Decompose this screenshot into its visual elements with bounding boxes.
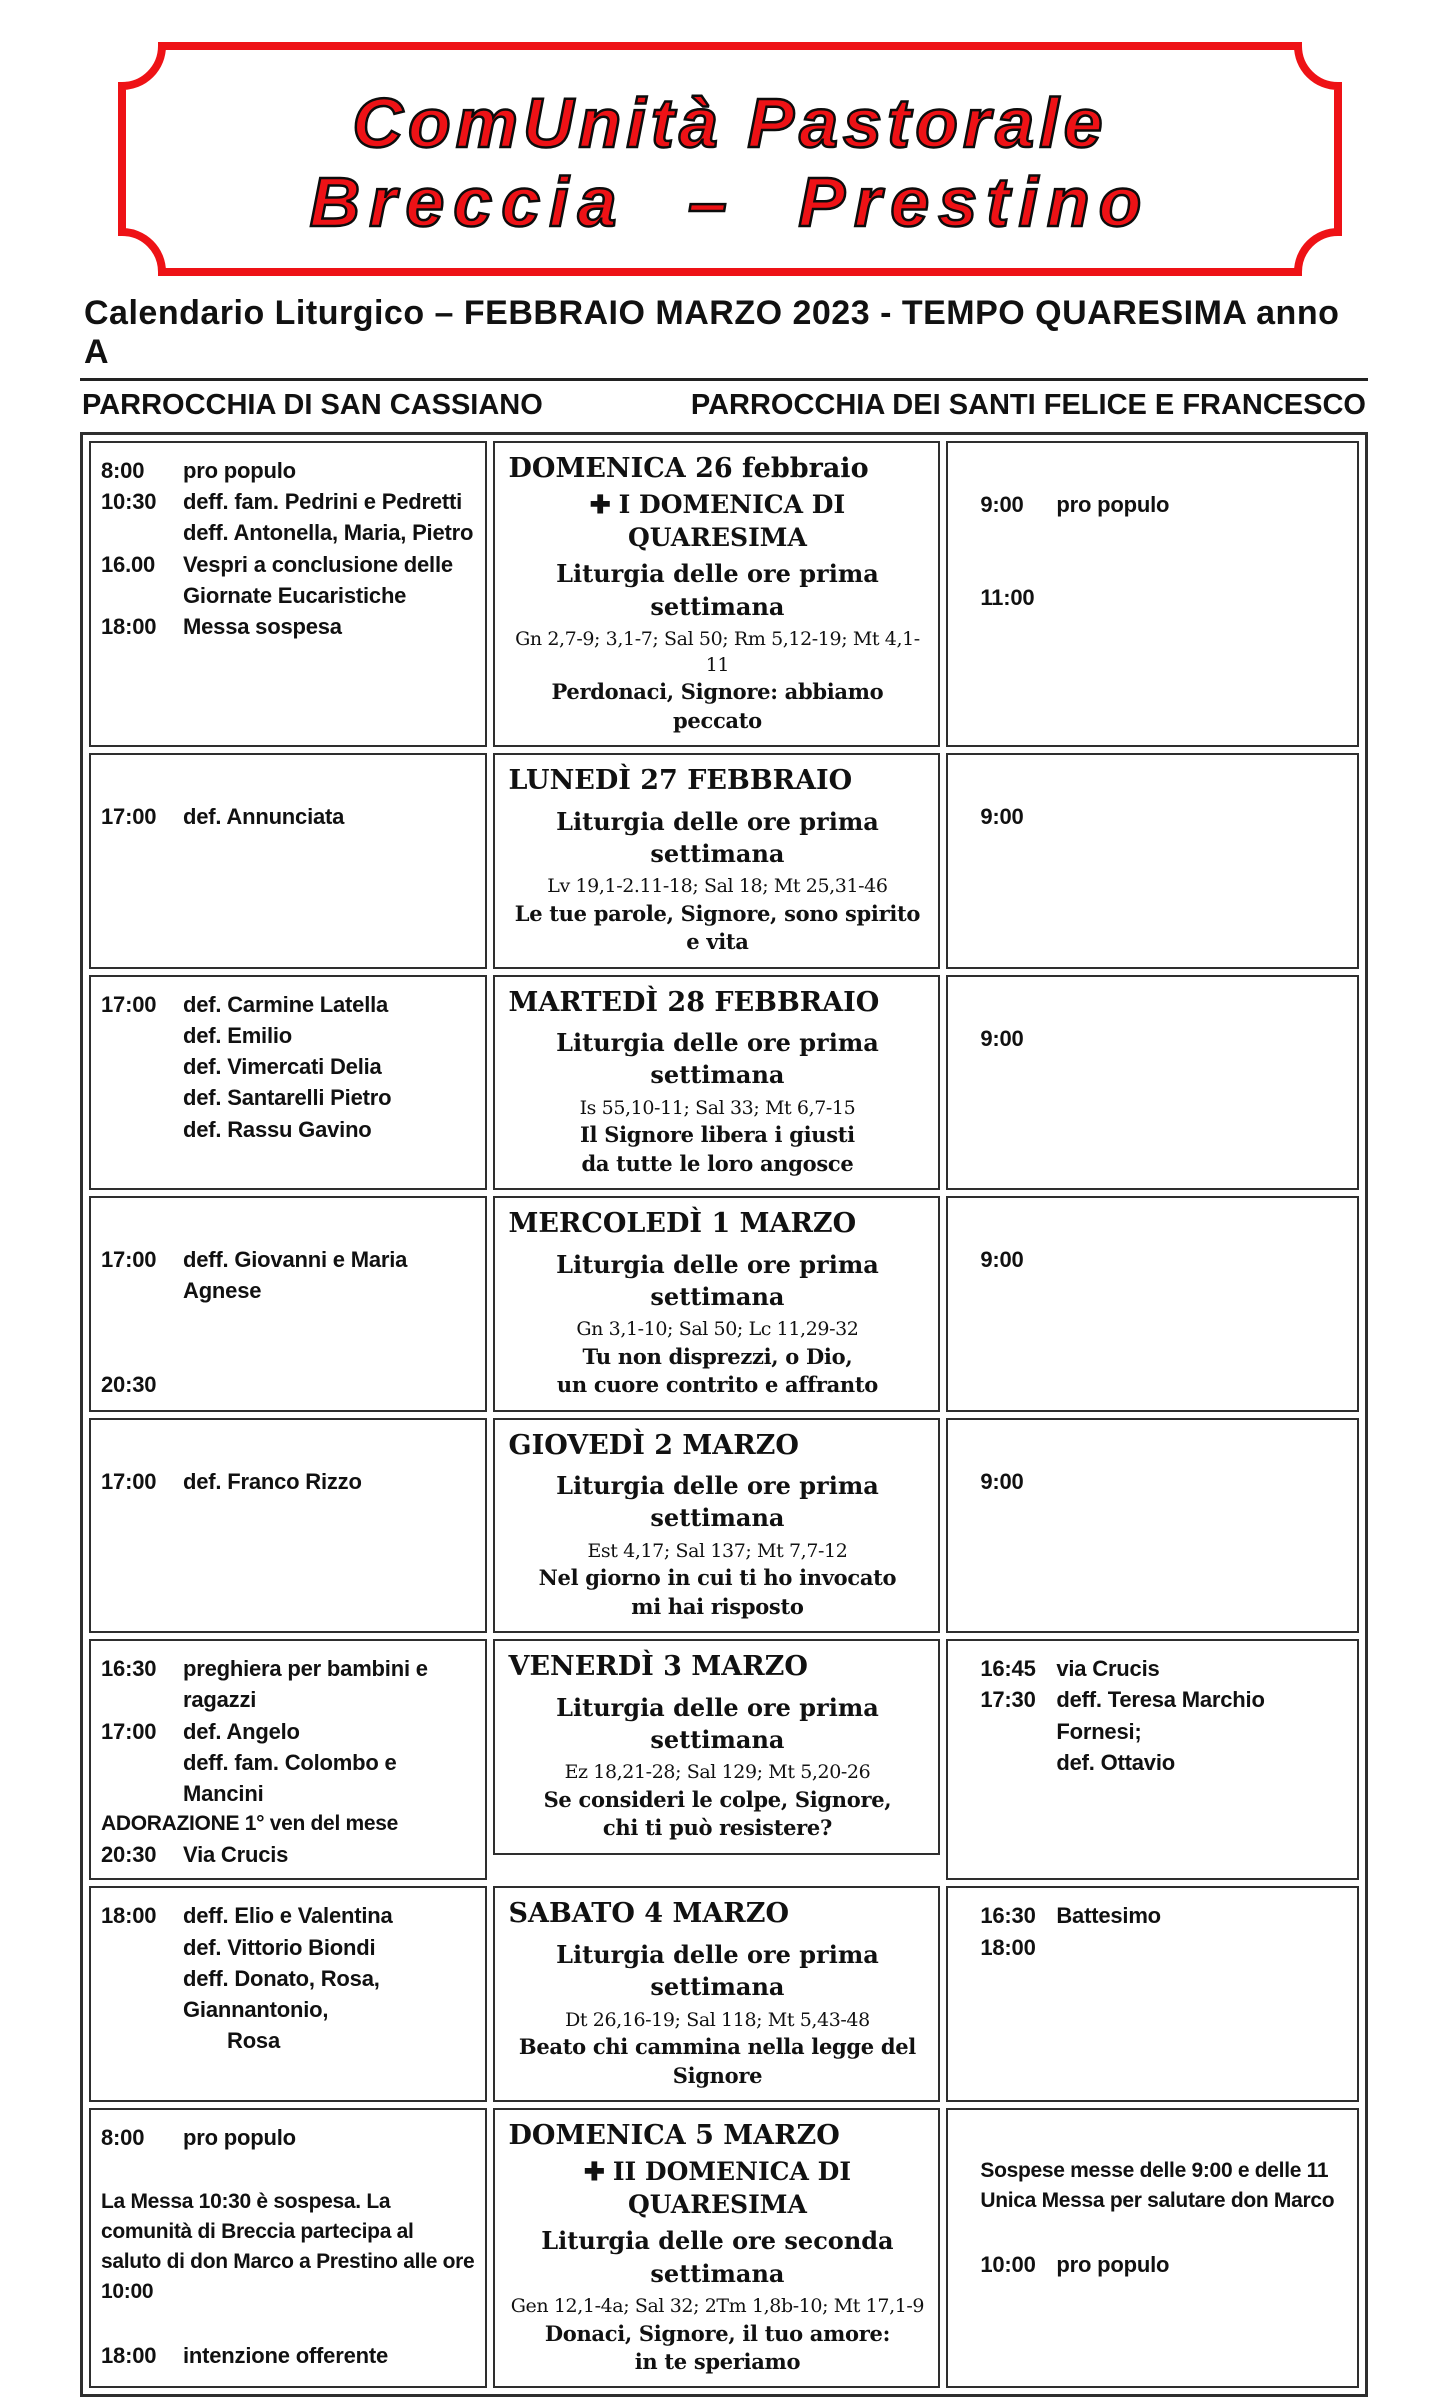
calendar-row-5 bbox=[89, 1418, 1359, 1634]
readings-line: Lv 19,1-2.11-18; Sal 18; Mt 25,31-46 bbox=[547, 875, 888, 898]
community-title-line1: ComUnità Pastorale bbox=[352, 83, 1108, 162]
mass-line bbox=[980, 2249, 1349, 2280]
calendar-row-4 bbox=[89, 1196, 1359, 1412]
mass-time: 17:00 bbox=[101, 991, 157, 1017]
mass-description: deff. Giovanni e Maria Agnese bbox=[183, 1247, 408, 1304]
felice-francesco-cell bbox=[946, 753, 1359, 969]
mass-line bbox=[101, 455, 477, 486]
mass-time: 16:30 bbox=[101, 1656, 157, 1682]
mass-time: 10:00 bbox=[980, 2252, 1036, 2278]
liturgy-line: Liturgia delle ore prima settimana bbox=[556, 559, 879, 621]
calendar-row-8 bbox=[89, 2108, 1359, 2389]
readings-line: Gen 12,1-4a; Sal 32; 2Tm 1,8b-10; Mt 17,1-9 bbox=[510, 2295, 925, 2318]
mass-line bbox=[980, 801, 1349, 832]
mass-time: 20:30 bbox=[101, 1842, 157, 1868]
mass-time: 18:00 bbox=[980, 1934, 1036, 1960]
mass-description: def. Emilio bbox=[183, 1022, 293, 1048]
community-title bbox=[118, 42, 1342, 276]
san-cassiano-cell bbox=[89, 1886, 487, 2102]
readings-line: Ez 18,21-28; Sal 129; Mt 5,20-26 bbox=[564, 1761, 871, 1784]
mass-line bbox=[980, 1900, 1349, 1931]
felice-francesco-cell bbox=[946, 975, 1359, 1191]
response-line: Tu non disprezzi, o Dio, bbox=[582, 1343, 853, 1369]
mass-line bbox=[980, 2186, 1349, 2216]
day-mid-block bbox=[509, 2156, 927, 2290]
mass-line bbox=[101, 1466, 477, 1497]
mass-line bbox=[101, 2187, 477, 2306]
mass-time: 18:00 bbox=[101, 1903, 157, 1929]
calendar-row-6 bbox=[89, 1639, 1359, 1880]
title-box bbox=[118, 42, 1342, 276]
mass-description: deff. Elio e Valentina bbox=[183, 1903, 393, 1929]
mass-line bbox=[101, 1716, 477, 1747]
mass-description: def. Rassu Gavino bbox=[183, 1116, 372, 1142]
mass-description: Battesimo bbox=[1056, 1903, 1161, 1929]
liturgical-day-cell bbox=[493, 1886, 941, 2102]
readings-line: Dt 26,16-19; Sal 118; Mt 5,43-48 bbox=[565, 2008, 870, 2031]
mass-description: via Crucis bbox=[1056, 1656, 1160, 1682]
mass-line bbox=[980, 1244, 1349, 1275]
parish-left-name: PARROCCHIA DI SAN CASSIANO bbox=[82, 389, 543, 421]
mass-description: def. Annunciata bbox=[183, 804, 345, 830]
felice-francesco-cell bbox=[946, 1886, 1359, 2102]
liturgical-day-cell bbox=[493, 1639, 941, 1855]
mass-line bbox=[980, 1653, 1349, 1684]
mass-time: 17:00 bbox=[101, 1718, 157, 1744]
mass-line bbox=[980, 1466, 1349, 1497]
mass-line bbox=[101, 1809, 477, 1839]
mass-line bbox=[101, 1082, 477, 1113]
mass-description: La Messa 10:30 è sospesa. La comunità di Breccia partecipa al saluto di don Marco a Prestino alle ore 10:00 bbox=[101, 2190, 475, 2303]
response-line: Le tue parole, Signore, sono spirito e vita bbox=[514, 900, 921, 955]
mass-description: preghiera per bambini e ragazzi bbox=[183, 1656, 428, 1713]
mass-line bbox=[101, 1653, 477, 1715]
readings-block bbox=[509, 2294, 927, 2376]
response-line: mi hai risposto bbox=[631, 1593, 804, 1619]
mass-description: def. Franco Rizzo bbox=[183, 1468, 362, 1494]
mass-line bbox=[980, 1023, 1349, 1054]
mass-line bbox=[101, 486, 477, 517]
feast-name: I DOMENICA DI QUARESIMA bbox=[618, 490, 846, 552]
mass-time: 16:45 bbox=[980, 1656, 1036, 1682]
day-mid-block bbox=[509, 1688, 927, 1757]
mass-description: ADORAZIONE 1° ven del mese bbox=[101, 1812, 399, 1836]
liturgical-day-cell bbox=[493, 2108, 941, 2389]
readings-block bbox=[509, 1760, 927, 1842]
liturgical-day-cell bbox=[493, 441, 941, 747]
readings-block bbox=[509, 2008, 927, 2090]
san-cassiano-cell bbox=[89, 1639, 487, 1880]
mass-description: Unica Messa per salutare don Marco bbox=[980, 2188, 1335, 2212]
mass-description: def. Vittorio Biondi bbox=[183, 1934, 376, 1960]
mass-description: deff. Donato, Rosa, Giannantonio, bbox=[183, 1965, 380, 2023]
mass-line bbox=[101, 517, 477, 548]
mass-line bbox=[101, 549, 477, 580]
liturgy-line: Liturgia delle ore prima settimana bbox=[556, 1028, 879, 1090]
mass-description: Via Crucis bbox=[183, 1842, 289, 1868]
felice-francesco-cell bbox=[946, 441, 1359, 747]
mass-description: deff. Teresa Marchio Fornesi; bbox=[1056, 1687, 1265, 1744]
san-cassiano-cell bbox=[89, 753, 487, 969]
mass-time: 17:00 bbox=[101, 1247, 157, 1273]
day-title: SABATO 4 MARZO bbox=[508, 1898, 789, 1930]
calendar-subtitle: Calendario Liturgico – FEBBRAIO MARZO 2023 - TEMPO QUARESIMA anno A bbox=[84, 294, 1340, 371]
readings-line: Est 4,17; Sal 137; Mt 7,7-12 bbox=[587, 1539, 848, 1562]
mass-time: 8:00 bbox=[101, 458, 145, 483]
mass-description: Vespri a conclusione delle bbox=[183, 551, 453, 577]
response-line: Donaci, Signore, il tuo amore: bbox=[544, 2320, 891, 2346]
day-mid-block bbox=[509, 1023, 927, 1092]
mass-description: pro populo bbox=[183, 2124, 296, 2150]
mass-time: 10:30 bbox=[101, 489, 157, 515]
mass-description: pro populo bbox=[1056, 492, 1170, 517]
mass-time: 16:30 bbox=[980, 1903, 1036, 1929]
day-title: MARTEDÌ 28 FEBBRAIO bbox=[508, 986, 880, 1018]
response-line: Nel giorno in cui ti ho invocato bbox=[538, 1565, 897, 1591]
mass-description: deff. fam. Pedrini e Pedretti bbox=[183, 489, 463, 515]
mass-line bbox=[101, 1932, 477, 1963]
calendar-row-3 bbox=[89, 975, 1359, 1191]
mass-description: intenzione offerente bbox=[183, 2343, 389, 2369]
felice-francesco-cell bbox=[946, 1418, 1359, 1634]
mass-description: def. Santarelli Pietro bbox=[183, 1085, 392, 1111]
day-title: GIOVEDÌ 2 MARZO bbox=[508, 1429, 799, 1461]
mass-description: pro populo bbox=[183, 458, 296, 483]
feast-line bbox=[509, 489, 927, 554]
mass-description: deff. fam. Colombo e Mancini bbox=[183, 1749, 397, 1807]
felice-francesco-cell bbox=[946, 1639, 1359, 1880]
mass-line bbox=[101, 611, 477, 642]
mass-line bbox=[101, 2340, 477, 2371]
mass-time: 17:00 bbox=[101, 804, 157, 830]
day-title: DOMENICA 5 MARZO bbox=[508, 2119, 840, 2151]
mass-time: 17:00 bbox=[101, 1468, 157, 1494]
liturgy-line: Liturgia delle ore prima settimana bbox=[556, 1471, 879, 1533]
felice-francesco-cell bbox=[946, 1196, 1359, 1412]
community-title-line2: Breccia – Prestino bbox=[309, 163, 1151, 241]
mass-time: 18:00 bbox=[101, 2343, 157, 2369]
response-line: Se consideri le colpe, Signore, bbox=[543, 1786, 892, 1812]
cross-icon: ✚ bbox=[583, 2157, 605, 2187]
mass-line bbox=[101, 1020, 477, 1051]
day-mid-block bbox=[509, 1935, 927, 2004]
mass-line bbox=[980, 1684, 1349, 1746]
mass-description: pro populo bbox=[1056, 2252, 1170, 2278]
day-title: MERCOLEDÌ 1 MARZO bbox=[508, 1208, 857, 1240]
readings-line: Gn 3,1-10; Sal 50; Lc 11,29-32 bbox=[576, 1318, 859, 1341]
response-line: Il Signore libera i giusti bbox=[580, 1122, 855, 1148]
mass-time: 8:00 bbox=[101, 2124, 145, 2150]
mass-time: 9:00 bbox=[980, 492, 1024, 517]
mass-line bbox=[101, 2122, 477, 2153]
mass-description: Messa sospesa bbox=[183, 614, 342, 640]
readings-block bbox=[509, 874, 927, 956]
mass-line bbox=[101, 1747, 477, 1809]
response-line: Beato chi cammina nella legge del Signore bbox=[518, 2034, 916, 2088]
mass-line bbox=[101, 580, 477, 611]
parish-right-name: PARROCCHIA DEI SANTI FELICE E FRANCESCO bbox=[690, 389, 1366, 421]
mass-description: Giornate Eucaristiche bbox=[183, 582, 407, 608]
readings-block bbox=[509, 1317, 927, 1399]
day-mid-block bbox=[509, 1245, 927, 1314]
mass-time: 17:30 bbox=[980, 1687, 1036, 1713]
mass-line bbox=[101, 1244, 477, 1306]
mass-line bbox=[980, 582, 1349, 613]
response-line: in te speriamo bbox=[634, 2349, 801, 2375]
mass-line bbox=[980, 1932, 1349, 1963]
mass-time: 9:00 bbox=[980, 1247, 1024, 1273]
mass-description: def. Carmine Latella bbox=[183, 991, 389, 1017]
response-line: da tutte le loro angosce bbox=[581, 1150, 854, 1176]
mass-time: 20:30 bbox=[101, 1371, 157, 1397]
mass-description: def. Vimercati Delia bbox=[183, 1054, 382, 1080]
san-cassiano-cell bbox=[89, 1196, 487, 1412]
felice-francesco-cell bbox=[946, 2108, 1359, 2389]
feast-line bbox=[509, 2156, 927, 2221]
day-mid-block bbox=[509, 489, 927, 623]
mass-line bbox=[101, 1369, 477, 1400]
mass-line bbox=[980, 2156, 1349, 2186]
response-line: chi ti può resistere? bbox=[602, 1815, 832, 1841]
liturgy-line: Liturgia delle ore prima settimana bbox=[556, 806, 879, 868]
day-mid-block bbox=[509, 802, 927, 871]
document-page bbox=[0, 42, 1448, 2397]
calendar-row-2 bbox=[89, 753, 1359, 969]
divider-rule bbox=[80, 378, 1368, 381]
mass-time: 16.00 bbox=[101, 551, 156, 577]
mass-description: def. Ottavio bbox=[1056, 1749, 1175, 1775]
mass-line bbox=[101, 2025, 477, 2056]
readings-block bbox=[509, 627, 927, 735]
liturgical-day-cell bbox=[493, 1418, 941, 1634]
mass-line bbox=[101, 1963, 477, 2025]
calendar-row-7 bbox=[89, 1886, 1359, 2102]
day-mid-block bbox=[509, 1466, 927, 1535]
mass-line bbox=[101, 1900, 477, 1931]
readings-block bbox=[509, 1096, 927, 1178]
mass-description: def. Angelo bbox=[183, 1718, 300, 1744]
mass-description: deff. Antonella, Maria, Pietro bbox=[183, 520, 474, 546]
mass-time: 9:00 bbox=[980, 1025, 1024, 1051]
mass-description: Rosa bbox=[227, 2028, 280, 2054]
mass-time: 9:00 bbox=[980, 1468, 1024, 1494]
mass-line bbox=[101, 989, 477, 1020]
san-cassiano-cell bbox=[89, 441, 487, 747]
liturgical-day-cell bbox=[493, 753, 941, 969]
parish-header-row bbox=[82, 389, 1366, 422]
mass-time: 11:00 bbox=[980, 585, 1035, 611]
response-line: un cuore contrito e affranto bbox=[556, 1372, 878, 1398]
response-line: Perdonaci, Signore: abbiamo peccato bbox=[551, 679, 884, 733]
day-title: DOMENICA 26 febbraio bbox=[508, 453, 869, 484]
readings-line: Gn 2,7-9; 3,1-7; Sal 50; Rm 5,12-19; Mt 4,1-11 bbox=[515, 628, 920, 676]
san-cassiano-cell bbox=[89, 1418, 487, 1634]
mass-time: 9:00 bbox=[980, 804, 1024, 830]
liturgy-line: Liturgia delle ore prima settimana bbox=[556, 1692, 879, 1754]
cross-icon: ✚ bbox=[589, 490, 611, 520]
mass-line bbox=[980, 1747, 1349, 1778]
mass-line bbox=[101, 1839, 477, 1870]
calendar-row-1 bbox=[89, 441, 1359, 747]
liturgical-day-cell bbox=[493, 1196, 941, 1412]
mass-description: Sospese messe delle 9:00 e delle 11 bbox=[980, 2158, 1329, 2182]
readings-line: Is 55,10-11; Sal 33; Mt 6,7-15 bbox=[579, 1096, 856, 1119]
liturgy-line: Liturgia delle ore seconda settimana bbox=[541, 2226, 894, 2288]
feast-name: II DOMENICA DI QUARESIMA bbox=[612, 2157, 852, 2219]
mass-line bbox=[980, 489, 1349, 520]
mass-time: 18:00 bbox=[101, 614, 157, 640]
liturgy-line: Liturgia delle ore prima settimana bbox=[556, 1249, 879, 1311]
calendar-table-body bbox=[89, 441, 1359, 2388]
san-cassiano-cell bbox=[89, 2108, 487, 2389]
mass-line bbox=[101, 1051, 477, 1082]
day-title: VENERDÌ 3 MARZO bbox=[508, 1651, 808, 1683]
mass-line bbox=[101, 1114, 477, 1145]
liturgy-line: Liturgia delle ore prima settimana bbox=[556, 1939, 879, 2002]
mass-line bbox=[101, 801, 477, 832]
readings-block bbox=[509, 1539, 927, 1621]
calendar-table bbox=[80, 432, 1368, 2397]
san-cassiano-cell bbox=[89, 975, 487, 1191]
day-title: LUNEDÌ 27 FEBBRAIO bbox=[508, 765, 853, 797]
liturgical-day-cell bbox=[493, 975, 941, 1191]
